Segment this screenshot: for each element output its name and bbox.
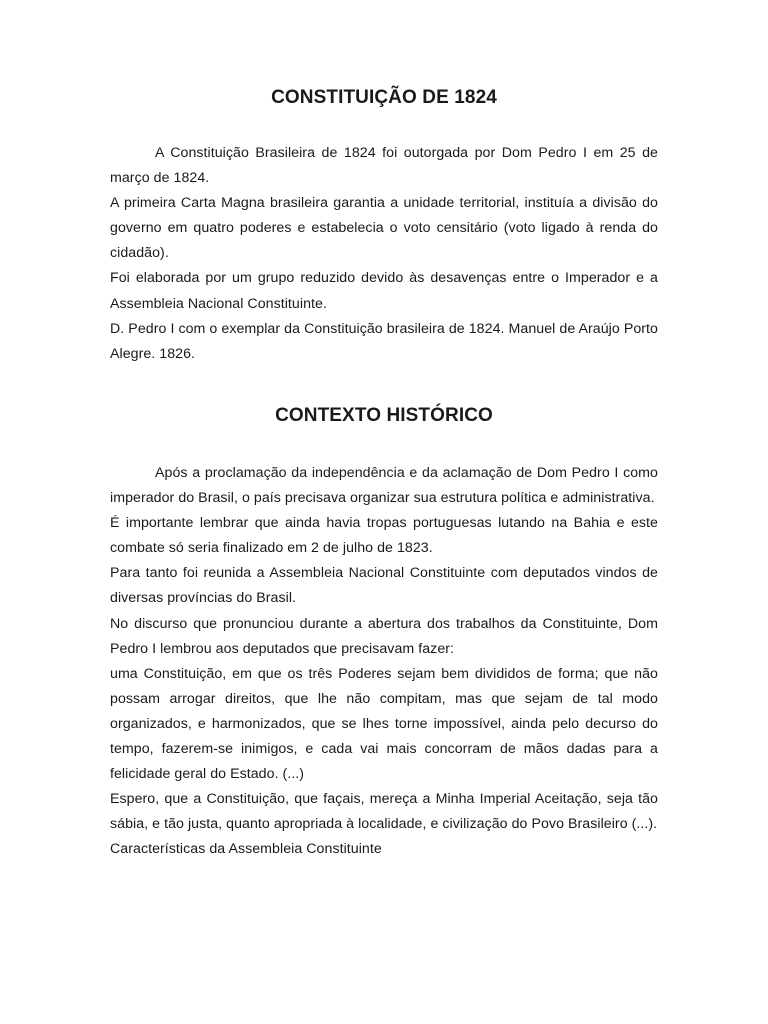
section-constituicao-body (110, 141, 658, 367)
paragraph: Após a proclamação da independência e da aclamação de Dom Pedro I como imperador do Brasil, o país precisava organizar sua estrutura política e administrativa. (110, 465, 658, 507)
section-title-contexto-historico: CONTEXTO HISTÓRICO (275, 405, 493, 426)
paragraph: Foi elaborada por um grupo reduzido devido às desavenças entre o Imperador e a Assembleia Nacional Constituinte. (110, 270, 658, 312)
paragraph: É importante lembrar que ainda havia tropas portuguesas lutando na Bahia e este combate só seria finalizado em 2 de julho de 1823. (110, 515, 658, 557)
quotation-paragraph: Espero, que a Constituição, que façais, mereça a Minha Imperial Aceitação, seja tão sábia, e tão justa, quanto apropriada à localidade, e civilização do Povo Brasileiro (...). (110, 791, 658, 833)
paragraph: D. Pedro I com o exemplar da Constituição brasileira de 1824. Manuel de Araújo Porto Alegre. 1826. (110, 320, 658, 362)
section-contexto-historico-body (110, 461, 658, 863)
paragraph: Para tanto foi reunida a Assembleia Nacional Constituinte com deputados vindos de diversas províncias do Brasil. (110, 565, 658, 607)
section-title-constituicao: CONSTITUIÇÃO DE 1824 (271, 87, 497, 108)
subheading-line: Características da Assembleia Constituinte (110, 841, 382, 858)
quotation-paragraph: uma Constituição, em que os três Poderes sejam bem divididos de forma; que não possam arrogar direitos, que lhe não compitam, mas que sejam de tal modo organizados, e harmonizados, que se lhes torne impossível, ainda pelo decurso do tempo, fazerem-se inimigos, e cada vai mais concorram de mãos dadas para a felicidade geral do Estado. (...) (110, 665, 658, 783)
paragraph: A Constituição Brasileira de 1824 foi outorgada por Dom Pedro I em 25 de março de 1824. (110, 145, 658, 187)
paragraph: A primeira Carta Magna brasileira garantia a unidade territorial, instituía a divisão do governo em quatro poderes e estabelecia o voto censitário (voto ligado à renda do cidadão). (110, 195, 658, 262)
paragraph: No discurso que pronunciou durante a abertura dos trabalhos da Constituinte, Dom Pedro I lembrou aos deputados que precisavam fazer: (110, 615, 658, 657)
